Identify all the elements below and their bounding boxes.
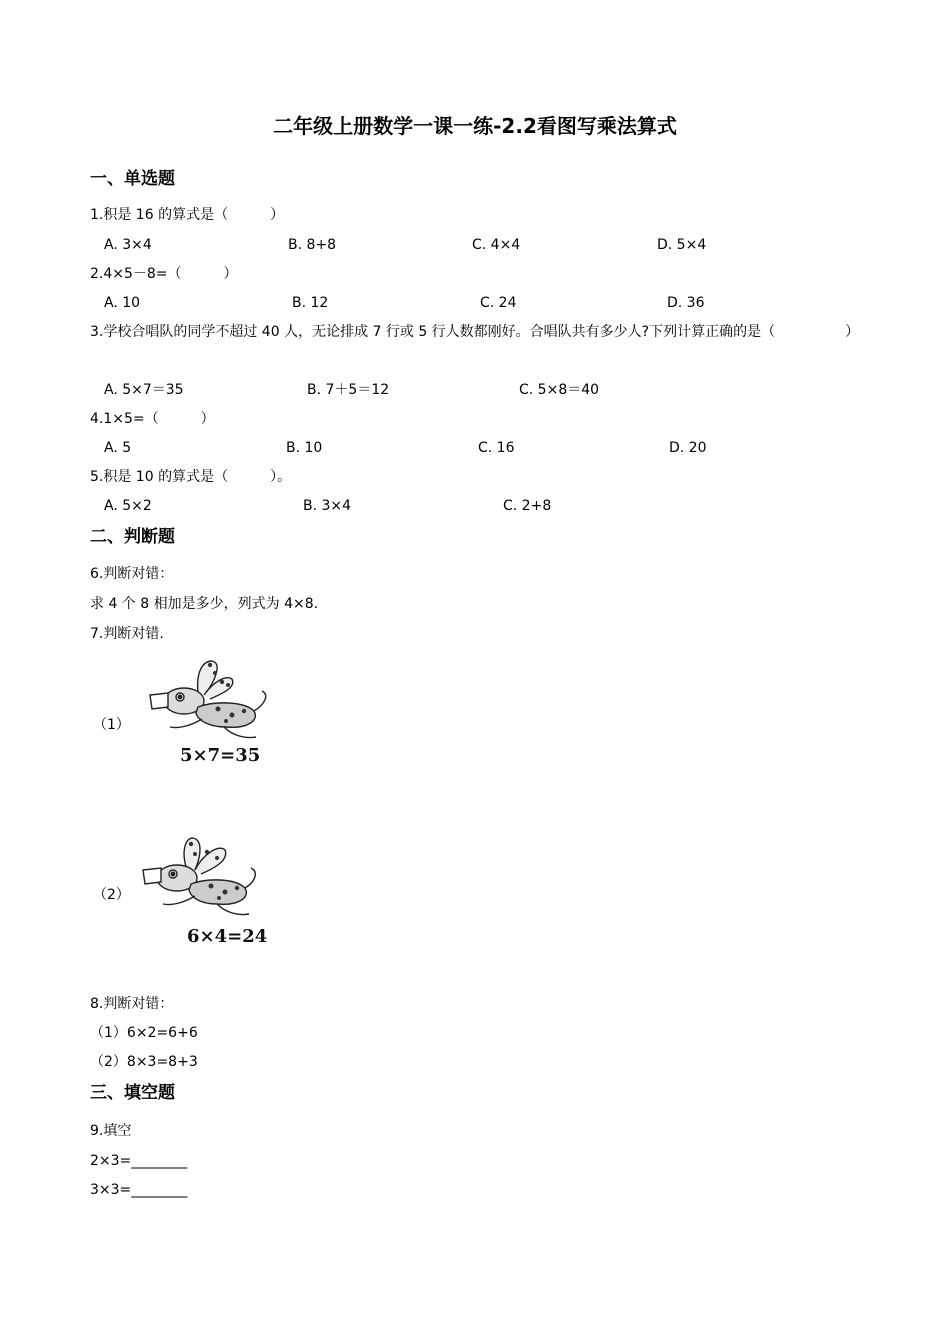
question-3-option-a: A. 5×7＝35 — [104, 382, 184, 398]
question-2-option-a: A. 10 — [104, 295, 141, 311]
question-3-option-c: C. 5×8＝40 — [519, 382, 600, 398]
rabbit-1-equation: 5×7=35 — [180, 745, 261, 765]
question-4-stem: 4.1×5=（ ） — [90, 411, 215, 427]
question-1-option-c: C. 4×4 — [472, 237, 521, 253]
question-2-stem: 2.4×5－8=（ ） — [90, 266, 238, 282]
question-1-option-b: B. 8+8 — [288, 237, 337, 253]
section-heading-single-choice: 一、单选题 — [90, 169, 175, 189]
question-9-item-1: 2×3=________ — [90, 1153, 188, 1169]
rabbit-illustration-1 — [140, 655, 275, 765]
question-4-option-a: A. 5 — [104, 440, 132, 456]
question-2-option-b: B. 12 — [292, 295, 329, 311]
section-heading-true-false: 二、判断题 — [90, 527, 175, 547]
question-9-stem: 9.填空 — [90, 1123, 132, 1139]
question-3-option-b: B. 7＋5＝12 — [307, 382, 390, 398]
rabbit-illustration-2 — [135, 830, 275, 948]
question-9-item-2: 3×3=________ — [90, 1182, 188, 1198]
question-2-option-d: D. 36 — [667, 295, 705, 311]
question-5-option-a: A. 5×2 — [104, 498, 152, 514]
question-4-option-c: C. 16 — [478, 440, 515, 456]
question-6-statement: 求 4 个 8 相加是多少，列式为 4×8. — [90, 596, 319, 612]
question-5-option-c: C. 2+8 — [503, 498, 552, 514]
question-3-stem: 3.学校合唱队的同学不超过 40 人，无论排成 7 行或 5 行人数都刚好。合唱队共有多少人?下列计算正确的是（ ） — [90, 324, 860, 340]
question-4-option-d: D. 20 — [669, 440, 707, 456]
question-1-option-d: D. 5×4 — [657, 237, 707, 253]
question-7-stem: 7.判断对错. — [90, 626, 164, 642]
question-1-option-a: A. 3×4 — [104, 237, 152, 253]
question-8-item-2: （2）8×3=8+3 — [90, 1054, 198, 1070]
question-6-stem: 6.判断对错： — [90, 566, 174, 582]
question-7-item-2-label: （2） — [93, 887, 130, 903]
question-2-option-c: C. 24 — [480, 295, 517, 311]
question-7-item-1-label: （1） — [93, 717, 130, 733]
page-title: 二年级上册数学一课一练-2.2看图写乘法算式 — [273, 114, 677, 138]
rabbit-2-equation: 6×4=24 — [187, 926, 268, 947]
question-5-stem: 5.积是 10 的算式是（ ）。 — [90, 469, 292, 485]
section-heading-fill-blank: 三、填空题 — [90, 1083, 175, 1103]
question-8-stem: 8.判断对错： — [90, 996, 174, 1012]
question-4-option-b: B. 10 — [286, 440, 323, 456]
question-5-option-b: B. 3×4 — [303, 498, 352, 514]
question-8-item-1: （1）6×2=6+6 — [90, 1025, 198, 1041]
question-1-stem: 1.积是 16 的算式是（ ） — [90, 207, 285, 223]
